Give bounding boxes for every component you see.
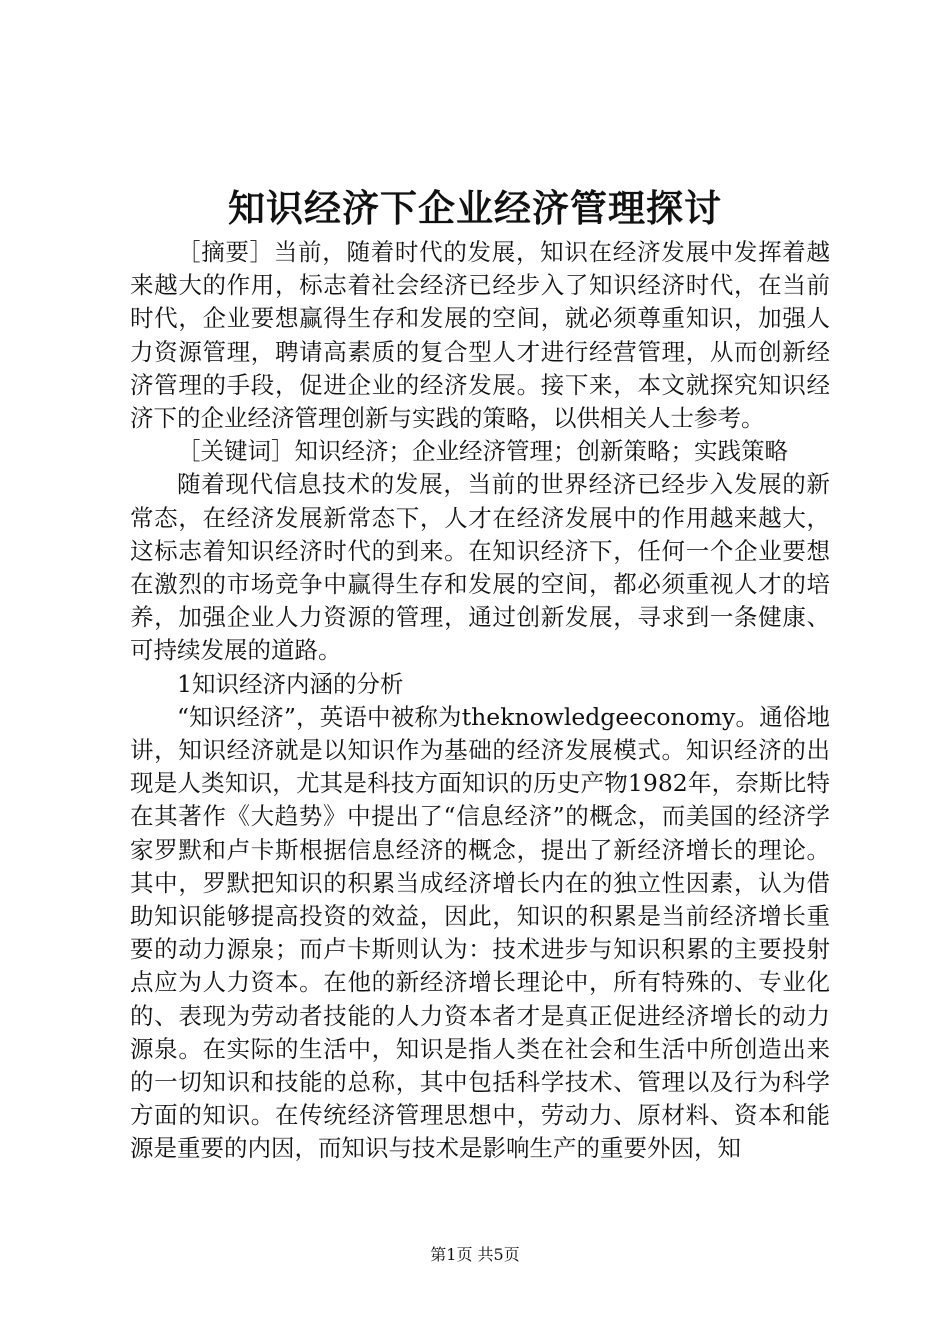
document-body — [130, 236, 830, 1166]
section-heading: 1知识经济内涵的分析 — [177, 669, 404, 698]
intro-paragraph: 随着现代信息技术的发展，当前的世界经济已经步入发展的新常态，在经济发展新常态下，人才在经济发展中的作用越来越大，这标志着知识经济时代的到来。在知识经济下，任何一个企业要想在激烈的市场竞争中赢得生存和发展的空间，都必须重视人才的培养，加强企业人力资源的管理，通过创新发展，寻求到一条健康、可持续发展的道路。 — [130, 470, 830, 665]
section-paragraph: “知识经济”，英语中被称为theknowledgeeconomy。通俗地讲，知识经济就是以知识作为基础的经济发展模式。知识经济的出现是人类知识，尤其是科技方面知识的历史产物1982年，奈斯比特在其著作《大趋势》中提出了“信息经济”的概念，而美国的经济学家罗默和卢卡斯根据信息经济的概念，提出了新经济增长的理论。其中，罗默把知识的积累当成经济增长内在的独立性因素，认为借助知识能够提高投资的效益，因此，知识的积累是当前经济增长重要的动力源泉；而卢卡斯则认为：技术进步与知识积累的主要投射点应为人力资本。在他的新经济增长理论中，所有特殊的、专业化的、表现为劳动者技能的人力资本者才是真正促进经济增长的动力源泉。在实际的生活中，知识是指人类在社会和生活中所创造出来的一切知识和技能的总称，其中包括科学技术、管理以及行为科学方面的知识。在传统经济管理思想中，劳动力、原材料、资本和能源是重要的内因，而知识与技术是影响生产的重要外因，知 — [130, 702, 830, 1163]
page-footer: 第1页 共5页 — [430, 1245, 520, 1264]
document-title: 知识经济下企业经济管理探讨 — [228, 186, 722, 230]
keywords-paragraph: ［关键词］知识经济；企业经济管理；创新策略；实践策略 — [177, 437, 788, 466]
abstract-paragraph: ［摘要］当前，随着时代的发展，知识在经济发展中发挥着越来越大的作用，标志着社会经济已经步入了知识经济时代，在当前时代，企业要想赢得生存和发展的空间，就必须尊重知识，加强人力资源管理，聘请高素质的复合型人才进行经营管理，从而创新经济管理的手段，促进企业的经济发展。接下来，本文就探究知识经济下的企业经济管理创新与实践的策略，以供相关人士参考。 — [130, 238, 830, 433]
